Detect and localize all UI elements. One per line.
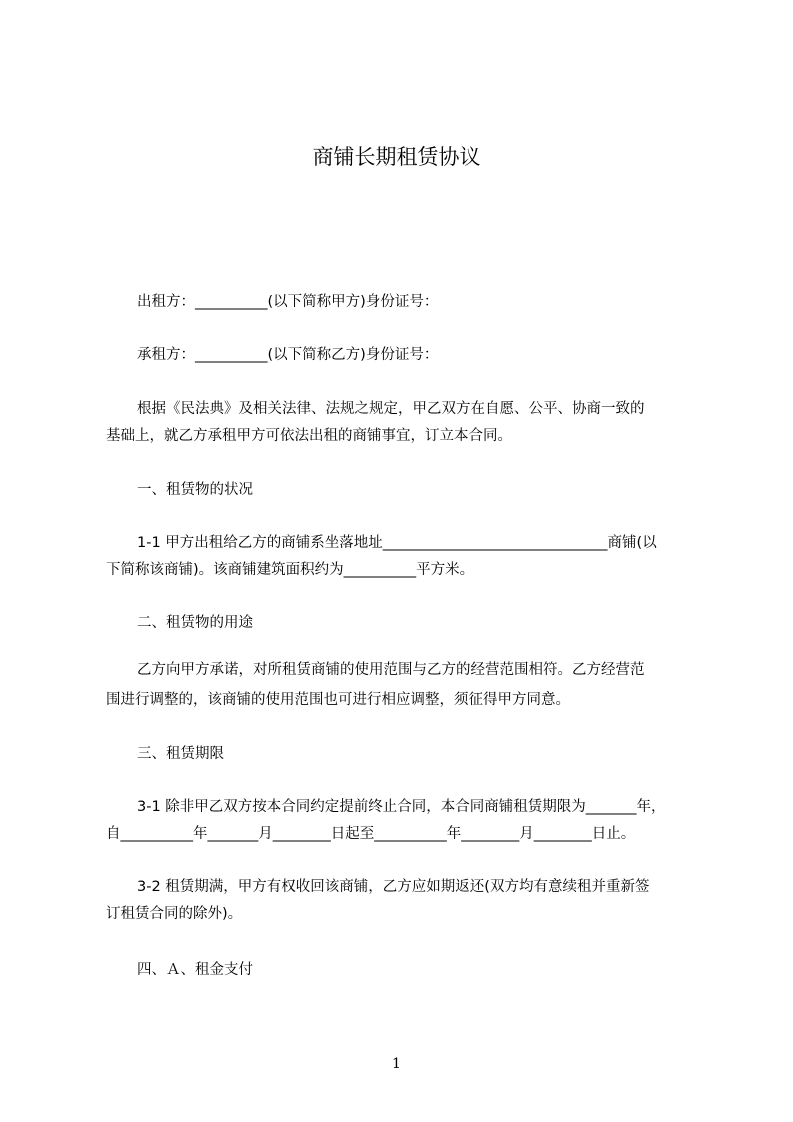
section-2-line-2: 围进行调整的，该商铺的使用范围也可进行相应调整，须征得甲方同意。: [106, 692, 570, 708]
clause-3-2-line-1: 3-2 租赁期满，甲方有权收回该商铺，乙方应如期返还(双方均有意续租并重新签: [137, 879, 650, 895]
preamble-line-2: 基础上，就乙方承租甲方可依法出租的商铺事宜，订立本合同。: [106, 428, 512, 444]
preamble-line-1: 根据《民法典》及相关法律、法规之规定，甲乙双方在自愿、公平、协商一致的: [137, 401, 645, 417]
section-1-heading: 一、租赁物的状况: [137, 482, 253, 498]
clause-1-1-line-2: 下简称该商铺)。该商铺建筑面积约为__________平方米。: [106, 562, 475, 578]
clause-3-1-line-1: 3-1 除非甲乙双方按本合同约定提前终止合同，本合同商铺租赁期限为_______年，: [137, 799, 666, 815]
clause-3-2-line-2: 订租赁合同的除外)。: [106, 906, 243, 922]
section-3-heading: 三、租赁期限: [137, 746, 224, 762]
lessee-line: 承租方：__________(以下简称乙方)身份证号：: [137, 347, 439, 363]
page-number: 1: [392, 1056, 401, 1072]
lessor-line: 出租方：__________(以下简称甲方)身份证号：: [137, 294, 439, 310]
document-title: 商铺长期租赁协议: [312, 145, 481, 169]
clause-1-1-line-1: 1-1 甲方出租给乙方的商铺系坐落地址_______________________________商铺(以: [137, 535, 657, 551]
section-2-line-1: 乙方向甲方承诺，对所租赁商铺的使用范围与乙方的经营范围相符。乙方经营范: [137, 662, 645, 678]
section-2-heading: 二、租赁物的用途: [137, 615, 253, 631]
clause-3-1-line-2: 自__________年_______月________日起至__________年________月________日止。: [106, 826, 636, 842]
section-4-heading: 四、Ａ、租金支付: [137, 962, 253, 978]
